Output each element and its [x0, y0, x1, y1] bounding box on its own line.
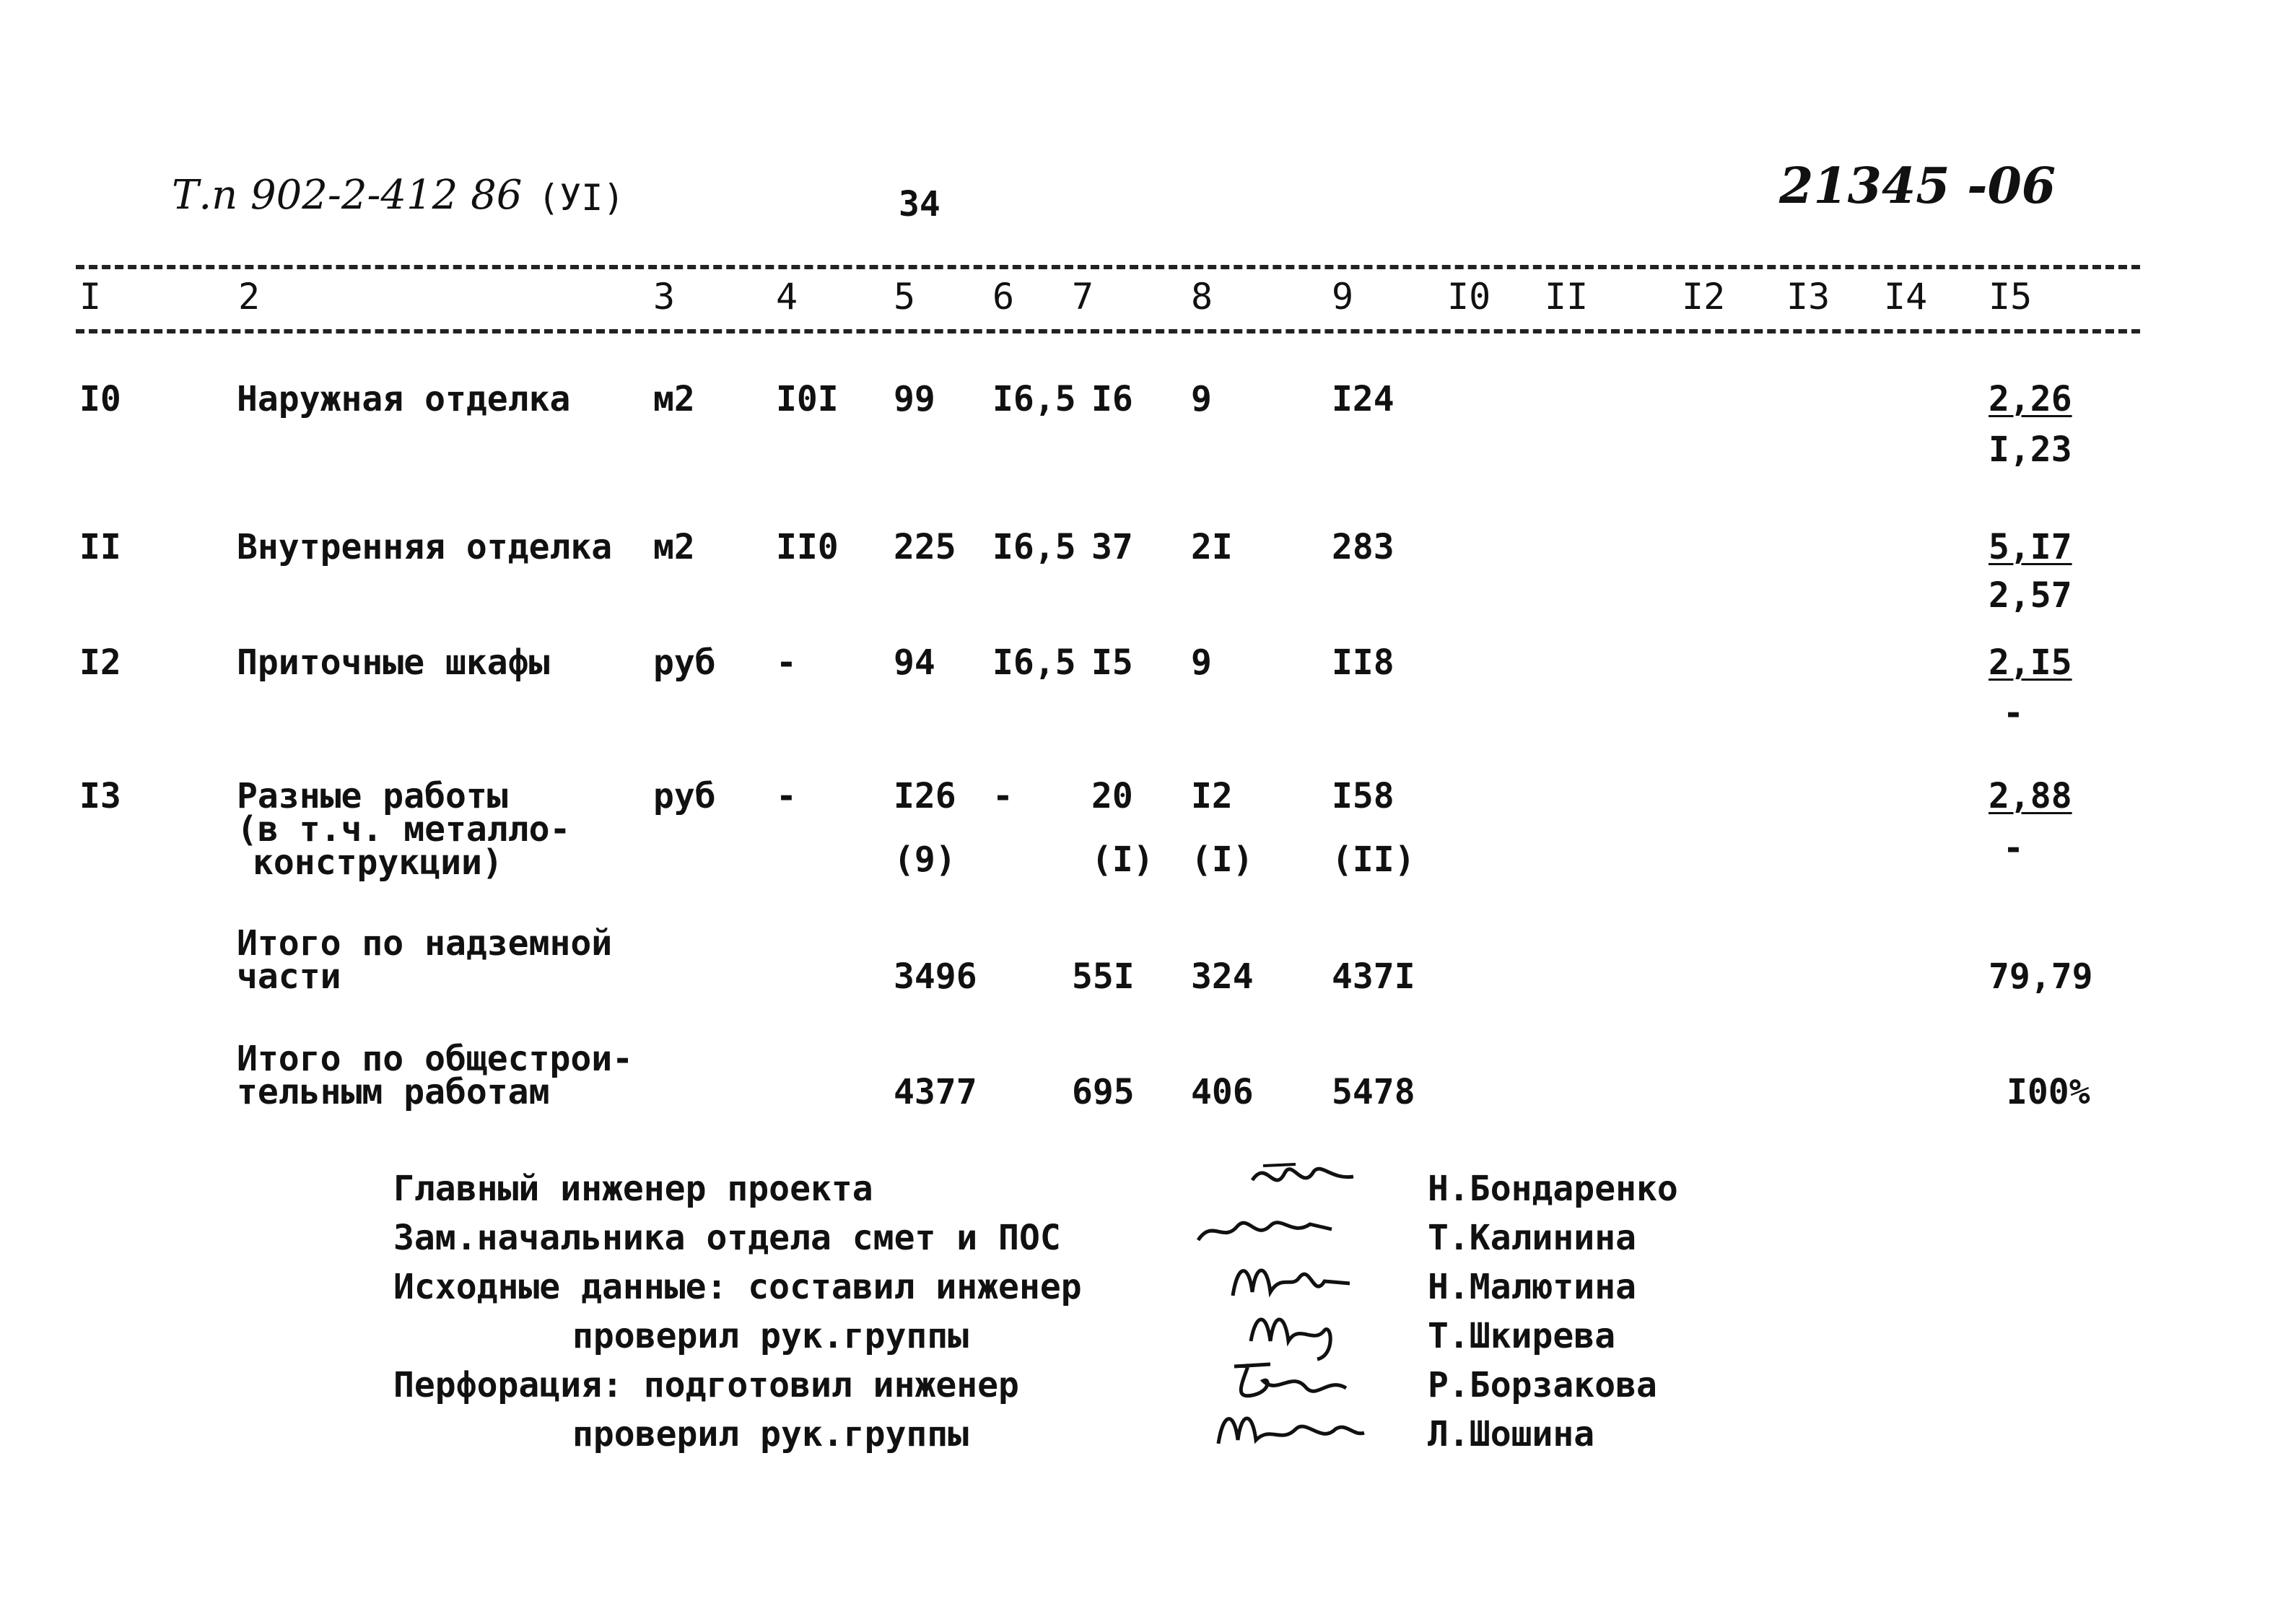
cell-col15-top: 2,88: [1989, 776, 2072, 816]
row-unit: м2: [653, 379, 695, 419]
total-col15: 79,79: [1989, 956, 2093, 997]
cell-col7: 37: [1091, 527, 1133, 567]
document-number: 21345 -06: [1779, 157, 2056, 215]
column-header: 8: [1191, 276, 1213, 318]
signature-role: Исходные данные: составил инженер: [393, 1267, 1082, 1307]
handwritten-signature: [1245, 1151, 1361, 1202]
totals-label: тельным работам: [237, 1072, 550, 1112]
signature-name: Р.Борзакова: [1428, 1365, 1657, 1405]
signature-role: проверил рук.группы: [572, 1414, 969, 1454]
row-unit: руб: [653, 642, 716, 683]
total-col5: 3496: [894, 956, 977, 997]
cell-col7-sub: (I): [1091, 839, 1154, 880]
totals-label: части: [237, 956, 341, 997]
cell-col9: I58: [1332, 776, 1394, 816]
totals-label: Итого по общестрои-: [237, 1039, 634, 1079]
cell-col7: 20: [1091, 776, 1133, 816]
column-header: 6: [992, 276, 1015, 318]
cell-col6: -: [992, 776, 1013, 816]
cell-col8: 9: [1191, 379, 1212, 419]
signature-role: Перфорация: подготовил инженер: [393, 1365, 1019, 1405]
header-top-rule: [76, 265, 2140, 269]
row-name: Разные работы: [237, 776, 508, 816]
cell-col5: 99: [894, 379, 935, 419]
total-col8: 324: [1191, 956, 1254, 997]
row-name: Внутренняя отделка: [237, 527, 613, 567]
row-unit: руб: [653, 776, 716, 816]
column-header: 5: [894, 276, 916, 318]
handwritten-signature: [1227, 1256, 1357, 1307]
row-unit: м2: [653, 527, 695, 567]
column-header: 9: [1332, 276, 1354, 318]
column-header: I4: [1884, 276, 1928, 318]
column-header: 2: [238, 276, 261, 318]
handwritten-signature: [1220, 1356, 1364, 1410]
cell-col4: -: [776, 642, 797, 683]
cell-col6: I6,5: [992, 642, 1076, 683]
total-col7: 695: [1072, 1072, 1135, 1112]
cell-col15-bottom: -: [2003, 693, 2024, 733]
signature-name: Н.Малютина: [1428, 1267, 1636, 1307]
total-col9: 5478: [1332, 1072, 1415, 1112]
column-header: I5: [1989, 276, 2033, 318]
header-bottom-rule: [76, 329, 2140, 333]
row-number: I3: [79, 776, 121, 816]
cell-col9: I24: [1332, 379, 1394, 419]
handwritten-signature: [1195, 1204, 1339, 1255]
signature-name: Л.Шошина: [1428, 1414, 1595, 1454]
signature-name: Т.Шкирева: [1428, 1316, 1616, 1356]
cell-col15-bottom: I,23: [1989, 429, 2072, 470]
cell-col9: 283: [1332, 527, 1394, 567]
cell-col5: I26: [894, 776, 956, 816]
signature-role: проверил рук.группы: [572, 1316, 969, 1356]
project-code: Т.п 902-2-412 86: [172, 172, 523, 219]
cell-col9: II8: [1332, 642, 1394, 683]
column-header: 4: [776, 276, 798, 318]
cell-col5: 94: [894, 642, 935, 683]
totals-label: Итого по надземной: [237, 923, 613, 964]
cell-col5: 225: [894, 527, 956, 567]
cell-col15-top: 2,I5: [1989, 642, 2072, 683]
total-col7: 55I: [1072, 956, 1135, 997]
column-header: I: [79, 276, 102, 318]
column-header: 7: [1072, 276, 1094, 318]
handwritten-signature: [1245, 1305, 1361, 1363]
column-header: II: [1545, 276, 1589, 318]
column-header: 3: [653, 276, 676, 318]
column-header: I2: [1682, 276, 1726, 318]
row-number: II: [79, 527, 121, 567]
cell-col8: 2I: [1191, 527, 1233, 567]
total-col15: I00%: [2007, 1072, 2090, 1112]
handwritten-signature: [1213, 1404, 1371, 1454]
row-number: I2: [79, 642, 121, 683]
signature-role: Зам.начальника отдела смет и ПОС: [393, 1218, 1061, 1258]
column-header: I0: [1447, 276, 1491, 318]
signature-name: Н.Бондаренко: [1428, 1169, 1678, 1209]
total-col8: 406: [1191, 1072, 1254, 1112]
cell-col8-sub: (I): [1191, 839, 1254, 880]
row-number: I0: [79, 379, 121, 419]
cell-col8: I2: [1191, 776, 1233, 816]
cell-col15-top: 2,26: [1989, 379, 2072, 419]
total-col9: 437I: [1332, 956, 1415, 997]
column-header: I3: [1786, 276, 1830, 318]
cell-col4: II0: [776, 527, 839, 567]
cell-col7: I5: [1091, 642, 1133, 683]
cell-col5-sub: (9): [894, 839, 956, 880]
signature-role: Главный инженер проекта: [393, 1169, 873, 1209]
row-name: Наружная отделка: [237, 379, 571, 419]
cell-col6: I6,5: [992, 379, 1076, 419]
cell-col7: I6: [1091, 379, 1133, 419]
cell-col15-top: 5,I7: [1989, 527, 2072, 567]
cell-col4: -: [776, 776, 797, 816]
page-number: 34: [899, 184, 940, 224]
signature-name: Т.Калинина: [1428, 1218, 1636, 1258]
row-name: конструкции): [253, 842, 503, 883]
cell-col15-bottom: 2,57: [1989, 575, 2072, 616]
row-name: (в т.ч. металло-: [237, 809, 571, 850]
cell-col6: I6,5: [992, 527, 1076, 567]
cell-col8: 9: [1191, 642, 1212, 683]
cell-col9-sub: (II): [1332, 839, 1415, 880]
cell-col15-bottom: -: [2003, 828, 2024, 868]
row-name: Приточные шкафы: [237, 642, 550, 683]
cell-col4: I0I: [776, 379, 839, 419]
total-col5: 4377: [894, 1072, 977, 1112]
volume-label: (УI): [538, 177, 625, 219]
